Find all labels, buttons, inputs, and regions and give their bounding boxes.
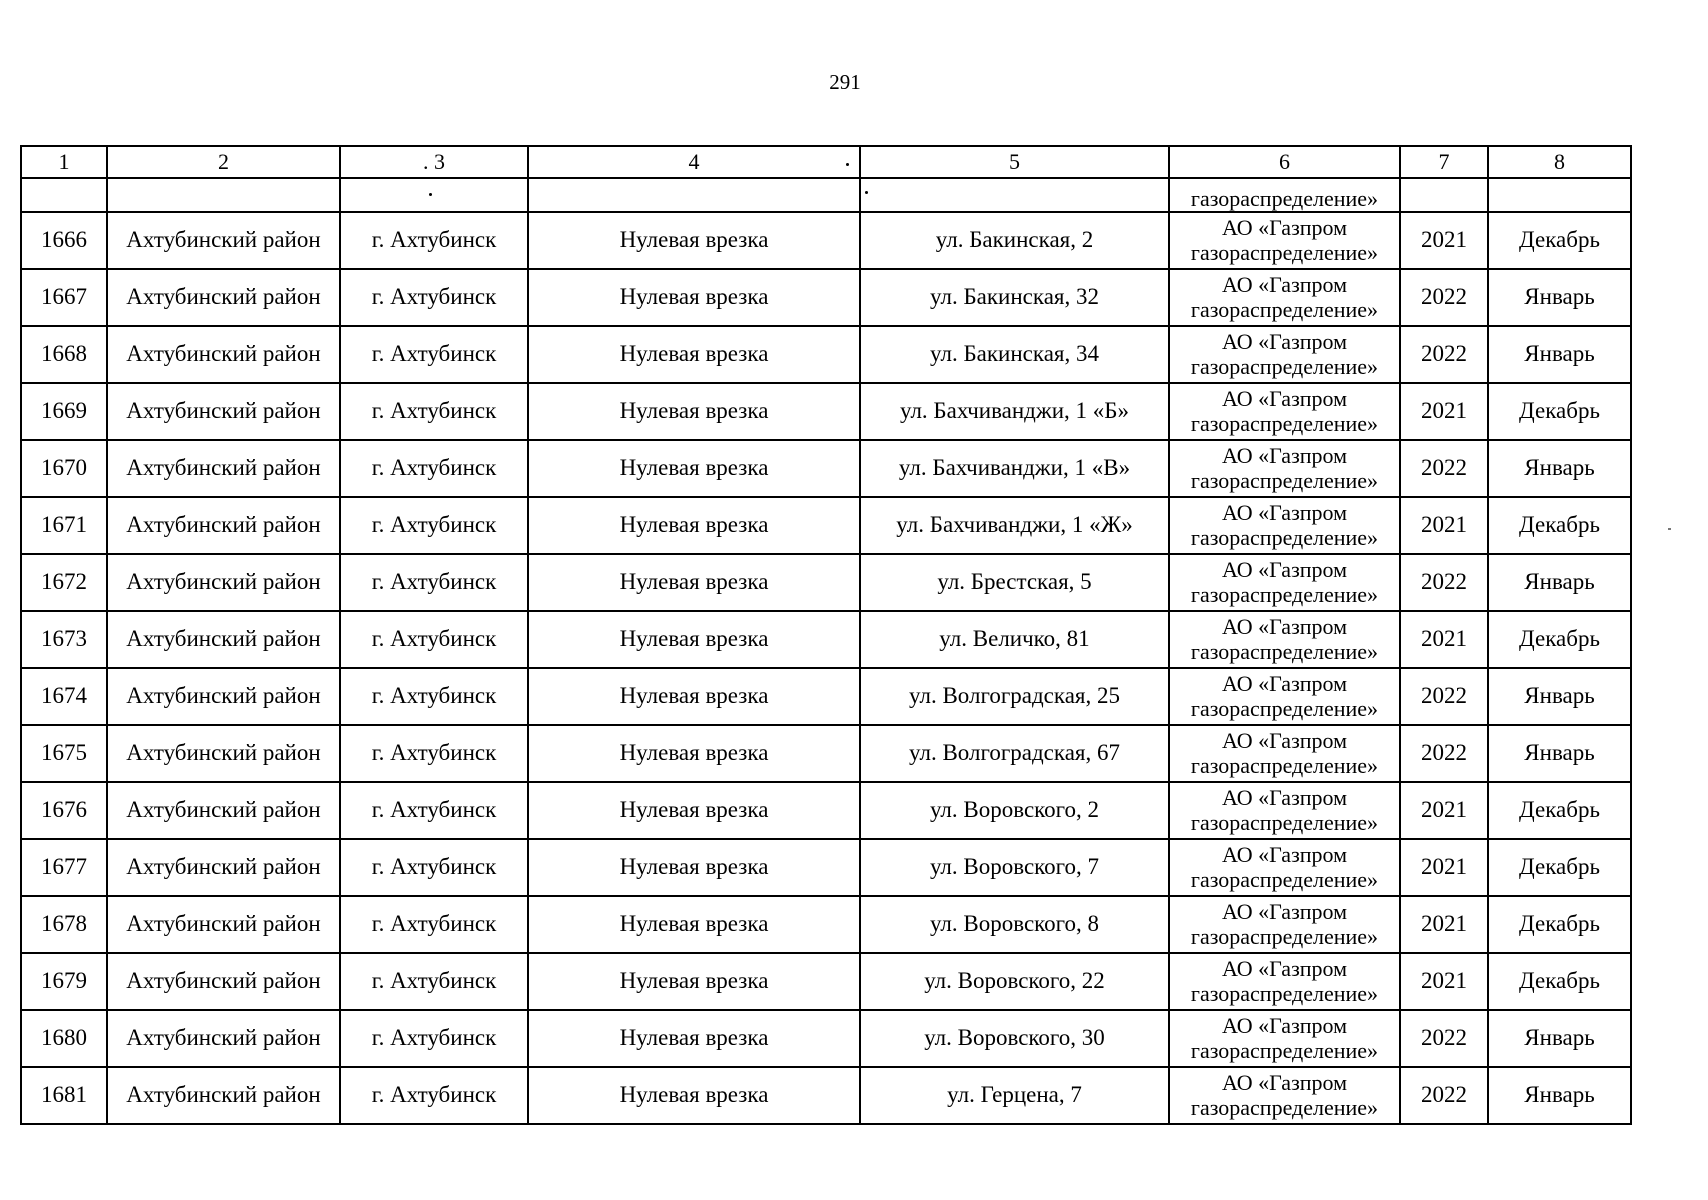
year-cell: 2022	[1400, 269, 1488, 326]
column-header-3: . 3	[340, 146, 528, 178]
organization-line: АО «Газпром	[1221, 271, 1348, 297]
month-cell: Январь	[1488, 1010, 1631, 1067]
row-number-cell: 1674	[21, 668, 107, 725]
district-cell: Ахтубинский район	[107, 725, 340, 782]
district-cell: Ахтубинский район	[107, 1067, 340, 1124]
organization-cell	[1169, 1067, 1400, 1124]
month-cell: Январь	[1488, 668, 1631, 725]
year-cell: 2021	[1400, 212, 1488, 269]
table-row	[21, 611, 1631, 668]
work-type-cell: Нулевая врезка	[528, 212, 860, 269]
organization-line: АО «Газпром	[1221, 670, 1348, 696]
organization-line: АО «Газпром	[1221, 841, 1348, 867]
address-cell: ул. Бакинская, 34	[860, 326, 1169, 383]
organization-cell	[1169, 782, 1400, 839]
organization-line: АО «Газпром	[1221, 898, 1348, 924]
table-row	[21, 953, 1631, 1010]
organization-line: газораспределение»	[1190, 638, 1379, 664]
work-type-cell: Нулевая врезка	[528, 668, 860, 725]
work-type-cell: Нулевая врезка	[528, 839, 860, 896]
district-cell: Ахтубинский район	[107, 896, 340, 953]
organization-line: газораспределение»	[1190, 410, 1379, 436]
organization-cell	[1169, 383, 1400, 440]
work-type-cell: Нулевая врезка	[528, 497, 860, 554]
year-cell: 2021	[1400, 896, 1488, 953]
organization-cell	[1169, 839, 1400, 896]
data-table	[20, 145, 1632, 1125]
district-cell: Ахтубинский район	[107, 440, 340, 497]
work-type-cell: Нулевая врезка	[528, 554, 860, 611]
organization-cell	[1169, 896, 1400, 953]
scan-dot	[846, 163, 849, 166]
row-number-cell: 1677	[21, 839, 107, 896]
city-cell: г. Ахтубинск	[340, 326, 528, 383]
table-row	[21, 839, 1631, 896]
month-cell: Январь	[1488, 1067, 1631, 1124]
continuation-cell	[21, 178, 107, 212]
year-cell: 2021	[1400, 782, 1488, 839]
district-cell: Ахтубинский район	[107, 326, 340, 383]
year-cell: 2021	[1400, 497, 1488, 554]
page-number: 291	[829, 70, 861, 94]
work-type-cell: Нулевая врезка	[528, 896, 860, 953]
month-cell: Январь	[1488, 269, 1631, 326]
month-cell: Декабрь	[1488, 782, 1631, 839]
table-row	[21, 1067, 1631, 1124]
address-cell: ул. Воровского, 8	[860, 896, 1169, 953]
city-cell: г. Ахтубинск	[340, 497, 528, 554]
row-number-cell: 1672	[21, 554, 107, 611]
district-cell: Ахтубинский район	[107, 782, 340, 839]
work-type-cell: Нулевая врезка	[528, 611, 860, 668]
organization-line: газораспределение»	[1190, 923, 1379, 949]
address-cell: ул. Бакинская, 32	[860, 269, 1169, 326]
address-cell: ул. Герцена, 7	[860, 1067, 1169, 1124]
work-type-cell: Нулевая врезка	[528, 782, 860, 839]
table-row	[21, 269, 1631, 326]
table-row	[21, 782, 1631, 839]
organization-line: АО «Газпром	[1221, 385, 1348, 411]
month-cell: Январь	[1488, 326, 1631, 383]
organization-cell	[1169, 953, 1400, 1010]
column-header-5: 5	[860, 146, 1169, 178]
organization-cell	[1169, 668, 1400, 725]
organization-cell	[1169, 326, 1400, 383]
organization-line: АО «Газпром	[1221, 727, 1348, 753]
district-cell: Ахтубинский район	[107, 554, 340, 611]
continuation-row	[21, 178, 1631, 212]
city-cell: г. Ахтубинск	[340, 440, 528, 497]
district-cell: Ахтубинский район	[107, 383, 340, 440]
column-header-1: 1	[21, 146, 107, 178]
row-number-cell: 1676	[21, 782, 107, 839]
table-header	[21, 146, 1631, 178]
city-cell: г. Ахтубинск	[340, 383, 528, 440]
organization-line: газораспределение»	[1190, 866, 1379, 892]
year-cell: 2022	[1400, 440, 1488, 497]
city-cell: г. Ахтубинск	[340, 212, 528, 269]
organization-line: газораспределение»	[1190, 524, 1379, 550]
organization-line: газораспределение»	[1190, 1037, 1379, 1063]
address-cell: ул. Величко, 81	[860, 611, 1169, 668]
continuation-cell	[860, 178, 1169, 212]
month-cell: Декабрь	[1488, 383, 1631, 440]
column-header-6: 6	[1169, 146, 1400, 178]
city-cell: г. Ахтубинск	[340, 668, 528, 725]
organization-line: АО «Газпром	[1221, 442, 1348, 468]
work-type-cell: Нулевая врезка	[528, 383, 860, 440]
table-row	[21, 668, 1631, 725]
table-row	[21, 383, 1631, 440]
organization-line: газораспределение»	[1190, 809, 1379, 835]
row-number-cell: 1670	[21, 440, 107, 497]
city-cell: г. Ахтубинск	[340, 953, 528, 1010]
district-cell: Ахтубинский район	[107, 212, 340, 269]
organization-cell	[1169, 725, 1400, 782]
month-cell: Декабрь	[1488, 839, 1631, 896]
organization-line: АО «Газпром	[1221, 1069, 1348, 1095]
continuation-cell	[528, 178, 860, 212]
row-number-cell: 1679	[21, 953, 107, 1010]
row-number-cell: 1669	[21, 383, 107, 440]
city-cell: г. Ахтубинск	[340, 1067, 528, 1124]
address-cell: ул. Бахчиванджи, 1 «В»	[860, 440, 1169, 497]
address-cell: ул. Брестская, 5	[860, 554, 1169, 611]
table-row	[21, 326, 1631, 383]
month-cell: Декабрь	[1488, 497, 1631, 554]
year-cell: 2021	[1400, 839, 1488, 896]
row-number-cell: 1666	[21, 212, 107, 269]
organization-line: газораспределение»	[1190, 353, 1379, 379]
table-row	[21, 725, 1631, 782]
year-cell: 2022	[1400, 1010, 1488, 1067]
row-number-cell: 1675	[21, 725, 107, 782]
address-cell: ул. Воровского, 30	[860, 1010, 1169, 1067]
organization-line: газораспределение»	[1190, 752, 1379, 778]
organization-line: газораспределение»	[1190, 467, 1379, 493]
month-cell: Январь	[1488, 725, 1631, 782]
organization-line: АО «Газпром	[1221, 955, 1348, 981]
organization-cell	[1169, 1010, 1400, 1067]
month-cell: Декабрь	[1488, 896, 1631, 953]
address-cell: ул. Воровского, 7	[860, 839, 1169, 896]
city-cell: г. Ахтубинск	[340, 782, 528, 839]
column-header-8: 8	[1488, 146, 1631, 178]
table-row	[21, 497, 1631, 554]
city-cell: г. Ахтубинск	[340, 839, 528, 896]
column-header-2: 2	[107, 146, 340, 178]
continuation-org-cell: газораспределение»	[1169, 178, 1400, 212]
organization-line: газораспределение»	[1190, 980, 1379, 1006]
organization-cell	[1169, 212, 1400, 269]
column-header-4: 4	[528, 146, 860, 178]
header-row	[21, 146, 1631, 178]
table-row	[21, 440, 1631, 497]
district-cell: Ахтубинский район	[107, 611, 340, 668]
address-cell: ул. Воровского, 2	[860, 782, 1169, 839]
organization-line: АО «Газпром	[1221, 556, 1348, 582]
district-cell: Ахтубинский район	[107, 269, 340, 326]
year-cell: 2022	[1400, 668, 1488, 725]
address-cell: ул. Волгоградская, 67	[860, 725, 1169, 782]
table-body	[21, 178, 1631, 1124]
city-cell: г. Ахтубинск	[340, 725, 528, 782]
district-cell: Ахтубинский район	[107, 1010, 340, 1067]
city-cell: г. Ахтубинск	[340, 269, 528, 326]
organization-line: газораспределение»	[1190, 239, 1379, 265]
organization-line: газораспределение»	[1190, 1094, 1379, 1120]
row-number-cell: 1681	[21, 1067, 107, 1124]
city-cell: г. Ахтубинск	[340, 554, 528, 611]
continuation-cell	[340, 178, 528, 212]
work-type-cell: Нулевая врезка	[528, 269, 860, 326]
table-row	[21, 896, 1631, 953]
city-cell: г. Ахтубинск	[340, 1010, 528, 1067]
organization-line: АО «Газпром	[1221, 499, 1348, 525]
organization-line: АО «Газпром	[1221, 328, 1348, 354]
row-number-cell: 1667	[21, 269, 107, 326]
work-type-cell: Нулевая врезка	[528, 953, 860, 1010]
organization-cell	[1169, 269, 1400, 326]
year-cell: 2021	[1400, 953, 1488, 1010]
year-cell: 2022	[1400, 1067, 1488, 1124]
work-type-cell: Нулевая врезка	[528, 326, 860, 383]
work-type-cell: Нулевая врезка	[528, 1067, 860, 1124]
district-cell: Ахтубинский район	[107, 668, 340, 725]
district-cell: Ахтубинский район	[107, 839, 340, 896]
district-cell: Ахтубинский район	[107, 953, 340, 1010]
organization-line: газораспределение»	[1190, 581, 1379, 607]
row-number-cell: 1671	[21, 497, 107, 554]
table-row	[21, 212, 1631, 269]
year-cell: 2022	[1400, 725, 1488, 782]
organization-line: газораспределение»	[1190, 296, 1379, 322]
row-number-cell: 1668	[21, 326, 107, 383]
month-cell: Декабрь	[1488, 611, 1631, 668]
district-cell: Ахтубинский район	[107, 497, 340, 554]
year-cell: 2021	[1400, 611, 1488, 668]
year-cell: 2022	[1400, 554, 1488, 611]
row-number-cell: 1680	[21, 1010, 107, 1067]
month-cell: Январь	[1488, 440, 1631, 497]
work-type-cell: Нулевая врезка	[528, 1010, 860, 1067]
scan-mark	[1668, 528, 1671, 530]
city-cell: г. Ахтубинск	[340, 611, 528, 668]
column-header-7: 7	[1400, 146, 1488, 178]
organization-line: АО «Газпром	[1221, 784, 1348, 810]
row-number-cell: 1678	[21, 896, 107, 953]
continuation-cell	[1488, 178, 1631, 212]
table-row	[21, 554, 1631, 611]
work-type-cell: Нулевая врезка	[528, 725, 860, 782]
organization-line: АО «Газпром	[1221, 214, 1348, 240]
month-cell: Январь	[1488, 554, 1631, 611]
work-type-cell: Нулевая врезка	[528, 440, 860, 497]
scan-dot	[429, 193, 432, 196]
organization-line: АО «Газпром	[1221, 1012, 1348, 1038]
organization-line: АО «Газпром	[1221, 613, 1348, 639]
organization-cell	[1169, 440, 1400, 497]
month-cell: Декабрь	[1488, 212, 1631, 269]
address-cell: ул. Бахчиванджи, 1 «Ж»	[860, 497, 1169, 554]
row-number-cell: 1673	[21, 611, 107, 668]
city-cell: г. Ахтубинск	[340, 896, 528, 953]
organization-line: газораспределение»	[1190, 695, 1379, 721]
address-cell: ул. Бахчиванджи, 1 «Б»	[860, 383, 1169, 440]
scan-dot	[865, 191, 868, 194]
year-cell: 2021	[1400, 383, 1488, 440]
month-cell: Декабрь	[1488, 953, 1631, 1010]
continuation-cell	[1400, 178, 1488, 212]
address-cell: ул. Воровского, 22	[860, 953, 1169, 1010]
table-row	[21, 1010, 1631, 1067]
organization-cell	[1169, 497, 1400, 554]
address-cell: ул. Волгоградская, 25	[860, 668, 1169, 725]
organization-cell	[1169, 554, 1400, 611]
continuation-cell	[107, 178, 340, 212]
organization-cell	[1169, 611, 1400, 668]
year-cell: 2022	[1400, 326, 1488, 383]
address-cell: ул. Бакинская, 2	[860, 212, 1169, 269]
